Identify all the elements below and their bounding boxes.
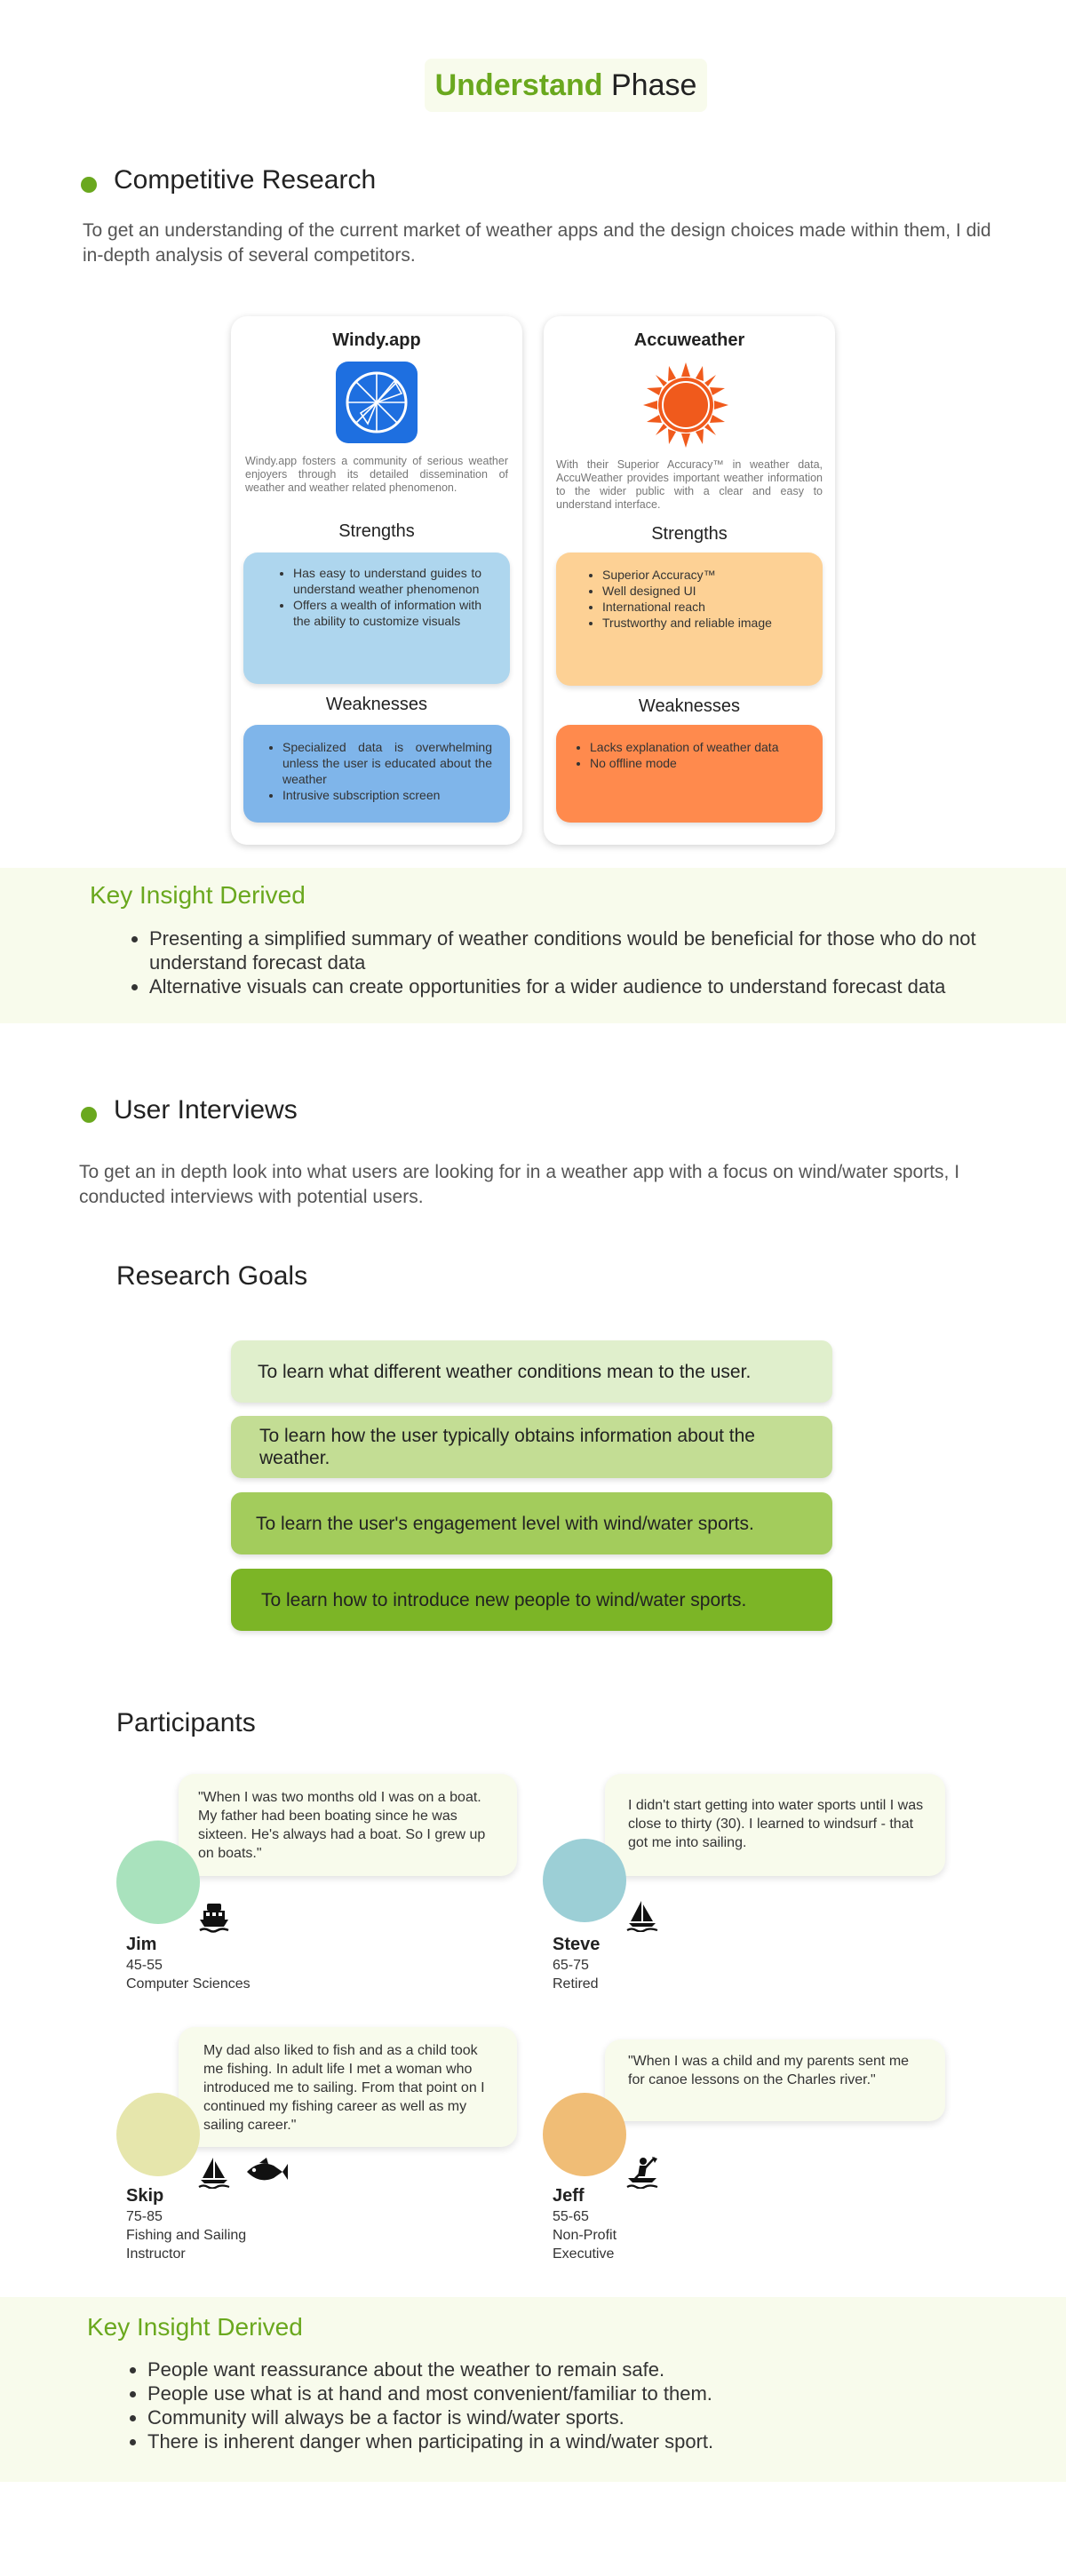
key-insight-heading: Key Insight Derived xyxy=(90,881,306,909)
competitive-research-intro: To get an understanding of the current market of weather apps and the design choices made within them, I did in-depth analysis of several competitors. xyxy=(83,220,991,266)
strength-item: • Trustworthy and reliable image xyxy=(602,615,805,631)
goal-text: To learn how to introduce new people to wind/water sports. xyxy=(261,1589,747,1610)
section-bullet-icon xyxy=(81,177,97,193)
participant-age: 65-75 xyxy=(553,1958,589,1973)
windy-weaknesses-box xyxy=(243,725,510,823)
competitor-description: Windy.app fosters a community of serious weather enjoyers through its detailed dissemination of weather and weather related phenomenon. xyxy=(245,455,508,494)
research-goal xyxy=(231,1416,832,1478)
insight-item: • Alternative visuals can create opportunities for a wider audience to understand forecast data xyxy=(149,974,1033,998)
key-insight-band xyxy=(0,868,1066,1023)
weakness-item: • Lacks explanation of weather data xyxy=(590,739,805,755)
research-goals-heading: Research Goals xyxy=(116,1261,308,1291)
accuweather-strengths-box xyxy=(556,553,823,686)
avatar xyxy=(116,2093,200,2176)
strength-item: • Offers a wealth of information with the ability to customize visuals xyxy=(293,597,481,629)
weaknesses-label: Weaknesses xyxy=(638,696,741,716)
weaknesses-label: Weaknesses xyxy=(325,695,428,714)
page-title xyxy=(425,59,707,112)
participant-age: 55-65 xyxy=(553,2209,589,2224)
avatar xyxy=(543,1839,626,1922)
participant-occupation: Non-Profit Executive xyxy=(553,2228,617,2262)
avatar xyxy=(116,1841,200,1924)
windy-app-icon xyxy=(336,362,418,443)
key-insight-heading: Key Insight Derived xyxy=(87,2313,303,2341)
participant-name: Jim xyxy=(126,1935,157,1954)
goal-text: To learn the user's engagement level with wind/water sports. xyxy=(256,1513,754,1534)
title-accent: Understand xyxy=(434,68,603,102)
competitor-name: Windy.app xyxy=(332,330,421,350)
key-insight-band xyxy=(0,2297,1066,2482)
participant-quote: "When I was a child and my parents sent me for canoe lessons on the Charles river." xyxy=(605,2039,945,2121)
windy-strengths-box xyxy=(243,553,510,684)
strengths-label: Strengths xyxy=(338,521,415,541)
participant-occupation: Fishing and Sailing Instructor xyxy=(126,2228,247,2262)
participant-quote: "When I was two months old I was on a boat. My father had been boating since he was sixteen. He's always had a boat. So I grew up on boats." xyxy=(179,1774,517,1876)
strength-item: • Well designed UI xyxy=(602,583,805,599)
sailboat-icon xyxy=(197,2155,231,2189)
insight-item: • Community will always be a factor is wind/water sports. xyxy=(147,2405,1027,2429)
participant-name: Jeff xyxy=(553,2186,585,2206)
weakness-item: • Intrusive subscription screen xyxy=(282,787,492,803)
participant-age: 75-85 xyxy=(126,2209,163,2224)
kayak-icon xyxy=(625,2155,659,2189)
accuweather-weaknesses-box xyxy=(556,725,823,823)
participant-age: 45-55 xyxy=(126,1958,163,1973)
strengths-label: Strengths xyxy=(651,524,728,544)
competitor-name: Accuweather xyxy=(633,330,745,350)
insight-item: • Presenting a simplified summary of weather conditions would be beneficial for those who do not understand forecast data xyxy=(149,926,1033,974)
insight-item: • People use what is at hand and most convenient/familiar to them. xyxy=(147,2381,1027,2405)
participant-name: Skip xyxy=(126,2186,164,2206)
section-bullet-icon xyxy=(81,1107,97,1123)
competitive-research-heading: Competitive Research xyxy=(114,165,377,195)
title-rest: Phase xyxy=(602,68,697,102)
participant-quote: My dad also liked to fish and as a child took me fishing. In adult life I met a woman who introduced me to sailing. From that point on I continued my fishing career as well as my sailing career." xyxy=(179,2027,517,2147)
weakness-item: • Specialized data is overwhelming unless the user is educated about the weather xyxy=(282,739,492,787)
user-interviews-intro: To get an in depth look into what users are looking for in a weather app with a focus on wind/water sports, I conducted interviews with potential users. xyxy=(79,1162,960,1207)
research-goal xyxy=(231,1340,832,1403)
sailboat-icon xyxy=(625,1898,659,1932)
avatar xyxy=(543,2093,626,2176)
strength-item: • Superior Accuracy™ xyxy=(602,567,805,583)
strength-item: • Has easy to understand guides to understand weather phenomenon xyxy=(293,565,481,597)
sun-icon xyxy=(641,361,730,449)
strength-item: • International reach xyxy=(602,599,805,615)
competitor-description: With their Superior Accuracy™ in weather data, AccuWeather provides important weather information to the wider public with a clear and easy to understand interface. xyxy=(556,458,823,511)
participant-name: Steve xyxy=(553,1935,601,1954)
participant-occupation: Computer Sciences xyxy=(126,1976,251,1992)
fish-icon xyxy=(242,2155,288,2189)
insight-item: • There is inherent danger when participating in a wind/water sport. xyxy=(147,2429,1027,2453)
goal-text: To learn how the user typically obtains information about the weather. xyxy=(259,1426,755,1468)
weakness-item: • No offline mode xyxy=(590,755,805,771)
research-goal xyxy=(231,1569,832,1631)
goal-text: To learn what different weather conditions mean to the user. xyxy=(258,1361,752,1382)
boat-icon xyxy=(197,1900,231,1934)
participant-occupation: Retired xyxy=(553,1976,599,1992)
participants-heading: Participants xyxy=(116,1708,256,1737)
participant-quote: I didn't start getting into water sports until I was close to thirty (30). I learned to windsurf - that got me into sailing. xyxy=(605,1774,945,1876)
insight-item: • People want reassurance about the weather to remain safe. xyxy=(147,2357,1027,2381)
user-interviews-heading: User Interviews xyxy=(114,1095,298,1125)
research-goal xyxy=(231,1492,832,1554)
